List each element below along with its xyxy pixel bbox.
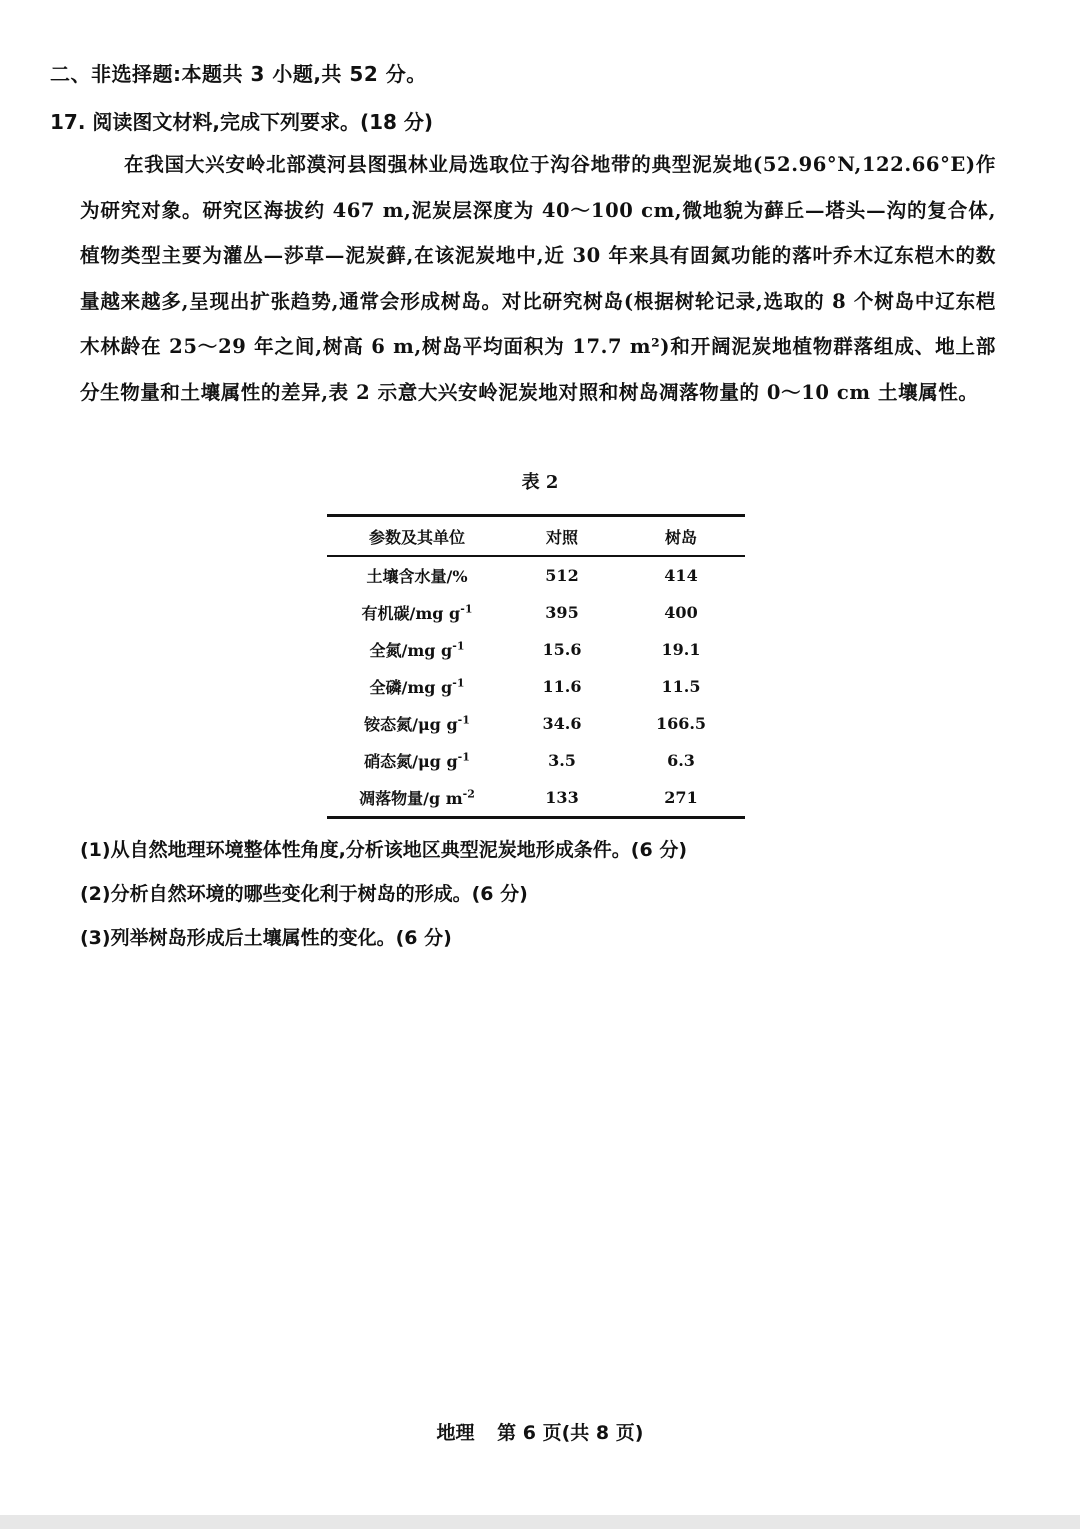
- param-cell: 全氮/mg $g^{-1}$: [369, 639, 465, 660]
- unit-exponent: -1: [452, 639, 465, 653]
- question-title: 17. 阅读图文材料,完成下列要求。(18 分): [50, 110, 434, 134]
- island-cell: 19.1: [661, 640, 701, 659]
- scan-edge: [0, 1515, 1080, 1529]
- control-cell: 395: [545, 603, 579, 622]
- page-footer: [0, 1418, 1080, 1445]
- param-cell: 硝态氮/μg $g^{-1}$: [364, 750, 470, 771]
- soil-properties-table: [327, 514, 745, 819]
- table-row: [327, 779, 745, 818]
- unit-exponent: -1: [457, 750, 470, 764]
- table-row: [327, 705, 745, 742]
- table-row: [327, 556, 745, 594]
- island-cell: 166.5: [655, 714, 707, 733]
- island-cell: 6.3: [667, 751, 695, 770]
- control-cell: 3.5: [548, 751, 576, 770]
- table-row: [327, 742, 745, 779]
- question-passage: 在我国大兴安岭北部漠河县图强林业局选取位于沟谷地带的典型泥炭地(52.96°N,122.66°E)作为研究对象。研究区海拔约 467 m,泥炭层深度为 40～100 cm,微地貌为藓丘—塔头—沟的复合体,植物类型主要为灌丛—莎草—泥炭藓,在该泥炭地中,近 30 年来具有固氮功能的落叶乔木辽东桤木的数量越来越多,呈现出扩张趋势,通常会形成树岛。对比研究树岛(根据树轮记录,选取的 8 个树岛中辽东桤木林龄在 25～29 年之间,树高 6 m,树岛平均面积为 17.7 m²)和开阔泥炭地植物群落组成、地上部分生物量和土壤属性的差异,表 2 示意大兴安岭泥炭地对照和树岛凋落物量的 0～10 cm 土壤属性。: [80, 153, 996, 404]
- control-cell: 11.6: [542, 677, 582, 696]
- unit-exponent: -2: [462, 787, 475, 801]
- footer-page-number: 第 6 页(共 8 页): [497, 1422, 644, 1444]
- header-control: 对照: [507, 516, 617, 557]
- table-caption: 表 2: [521, 472, 559, 493]
- control-cell: 512: [545, 566, 579, 585]
- footer-subject: 地理: [436, 1422, 475, 1444]
- island-cell: 11.5: [661, 677, 701, 696]
- control-cell: 15.6: [542, 640, 582, 659]
- sub-question-3: (3)列举树岛形成后土壤属性的变化。(6 分): [80, 927, 452, 949]
- unit-exponent: -1: [460, 602, 473, 616]
- param-cell: 铵态氮/μg $g^{-1}$: [364, 713, 470, 734]
- table-row: [327, 594, 745, 631]
- param-cell: 全磷/mg $g^{-1}$: [369, 676, 465, 697]
- island-cell: 414: [664, 566, 698, 585]
- control-cell: 34.6: [542, 714, 582, 733]
- island-cell: 271: [617, 779, 745, 818]
- param-cell: 有机碳/mg $g^{-1}$: [361, 602, 473, 623]
- table-row: [327, 668, 745, 705]
- param-cell: 土壤含水量/%: [366, 567, 468, 586]
- table-row: [327, 631, 745, 668]
- section-heading: 二、非选择题:本题共 3 小题,共 52 分。: [50, 62, 427, 86]
- control-cell: 133: [507, 779, 617, 818]
- header-param: 参数及其单位: [327, 516, 507, 557]
- sub-questions: [80, 828, 1000, 960]
- sub-question-1: (1)从自然地理环境整体性角度,分析该地区典型泥炭地形成条件。(6 分): [80, 839, 688, 861]
- island-cell: 400: [664, 603, 698, 622]
- table-header-row: [327, 516, 745, 557]
- sub-question-2: (2)分析自然环境的哪些变化利于树岛的形成。(6 分): [80, 883, 528, 905]
- param-cell: 凋落物量/g $m^{-2}$: [327, 779, 507, 818]
- unit-exponent: -1: [457, 713, 470, 727]
- unit-exponent: -1: [452, 676, 465, 690]
- header-island: 树岛: [617, 516, 745, 557]
